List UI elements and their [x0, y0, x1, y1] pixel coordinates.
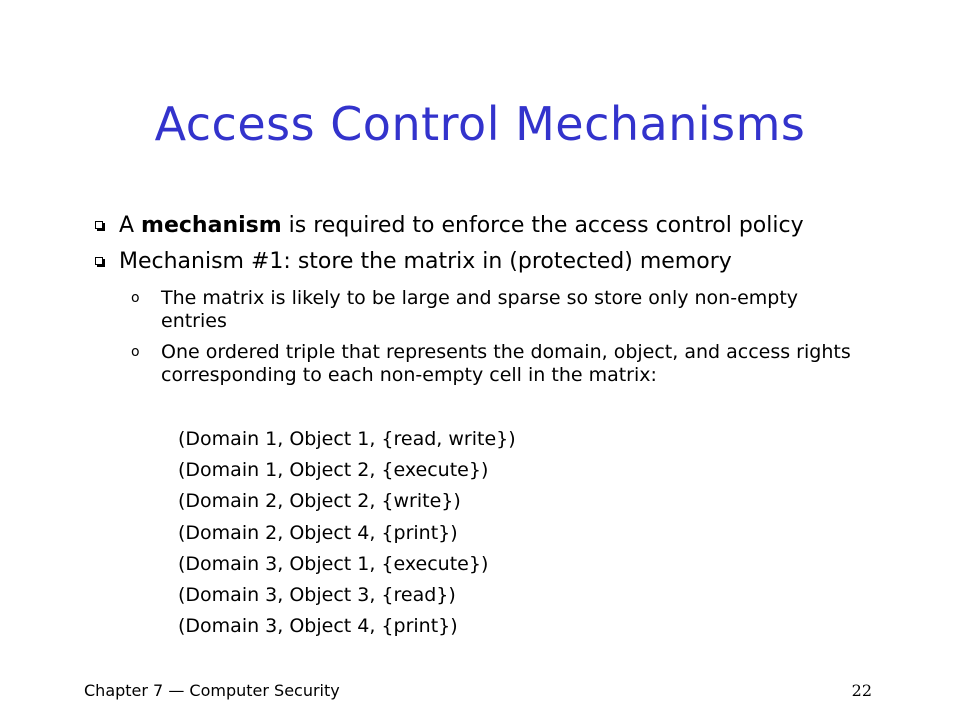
page-number: 22 [851, 681, 872, 700]
triple-item: (Domain 2, Object 2, {write}) [178, 490, 461, 513]
square-bullet-icon [95, 257, 103, 265]
triple-item: (Domain 2, Object 4, {print}) [178, 521, 458, 544]
triple-list [178, 424, 516, 642]
triple-item: (Domain 3, Object 1, {execute}) [178, 552, 489, 575]
bullet-text [119, 210, 804, 242]
sub-bullet-marker: o [131, 344, 140, 360]
bullet-bold-term: mechanism [141, 213, 282, 238]
triple-item: (Domain 1, Object 1, {read, write}) [178, 428, 516, 450]
triple-item: (Domain 1, Object 2, {execute}) [178, 459, 489, 482]
sub-bullet-text: The matrix is likely to be large and sparse so store only non-empty entries [161, 287, 799, 332]
sub-bullet-text: One ordered triple that represents the domain, object, and access rights corresponding to each non-empty cell in the matrix: [161, 341, 851, 386]
triple-item: (Domain 3, Object 4, {print}) [178, 615, 458, 638]
sub-bullet-marker: o [131, 290, 140, 306]
slide-title: Access Control Mechanisms [154, 97, 806, 151]
bullet-text-after: is required to enforce the access control policy [281, 213, 804, 238]
square-bullet-icon [95, 221, 103, 229]
bullet-text: Mechanism #1: store the matrix in (protected) memory [119, 249, 732, 274]
bullet-text-before: A [119, 213, 142, 238]
triple-item: (Domain 3, Object 3, {read}) [178, 583, 456, 606]
footer-chapter: Chapter 7 — Computer Security [84, 681, 340, 700]
